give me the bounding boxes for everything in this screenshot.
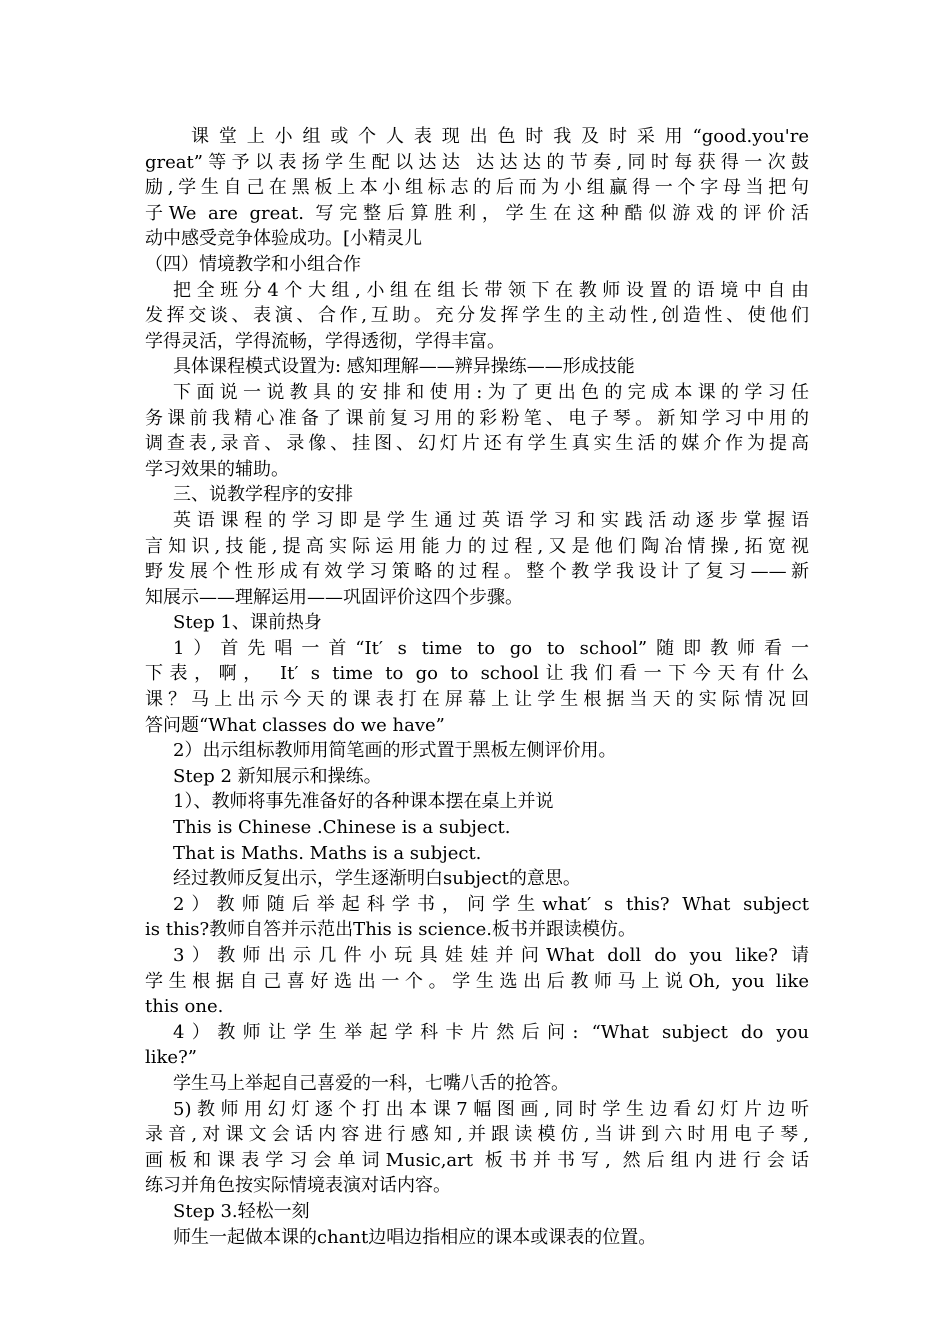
text-line: 2）出示组标教师用简笔画的形式置于黑板左侧评价用。 (173, 740, 617, 762)
text-line: 下表，啊， It′ s time to go to school让我们看一下今天有什么 (145, 663, 809, 685)
text-line: 知展示——理解运用——巩固评价这四个步骤。 (145, 586, 523, 608)
text-line: great”等予以表扬学生配以达达 达达达的节奏,同时每获得一次鼓 (145, 151, 809, 173)
text-line: 画板和课表学习会单词Music,art 板书并书写, 然后组内进行会话 (145, 1149, 809, 1171)
text-line: 2）教师随后举起科学书，问学生what′ s this? What subject (173, 893, 809, 915)
section-heading: （四）情境教学和小组合作 (145, 253, 361, 275)
text-line: 课堂上小组或个人表现出色时我及时采用“good.you're (191, 126, 809, 147)
section-heading: 三、说教学程序的安排 (173, 484, 353, 506)
text-line: 学习效果的辅助。 (145, 458, 289, 480)
text-line: 5)教师用幻灯逐个打出本课7幅图画,同时学生边看幻灯片边听 (173, 1098, 809, 1120)
text-line: 英语课程的学习即是学生通过英语学习和实践活动逐步掌握语 (173, 509, 809, 531)
text-line: is this?教师自答并示范出This is science.板书并跟读模仿。 (145, 919, 636, 941)
text-line: 1）首先唱一首“It′ s time to go to school”随即教师看一 (173, 637, 809, 659)
text-line: 经过教师反复出示，学生逐渐明白subject的意思。 (173, 868, 581, 890)
text-line: 学得灵活，学得流畅，学得透彻，学得丰富。 (145, 330, 505, 352)
text-line: 4）教师让学生举起学科卡片然后问: “What subject do you (173, 1021, 809, 1043)
text-line: 务课前我精心准备了课前复习用的彩粉笔、电子琴。新知学习中用的 (145, 407, 809, 429)
text-line: 3）教师出示几件小玩具娃娃并问What doll do you like? 请 (173, 945, 809, 966)
text-line: 答问题“What classes do we have” (145, 714, 445, 736)
text-line: 课？马上出示今天的课表打在屏幕上让学生根据当天的实际情况回 (145, 689, 809, 711)
text-line: like?” (145, 1047, 197, 1069)
text-line: 学生马上举起自己喜爱的一科，七嘴八舌的抢答。 (173, 1072, 569, 1094)
text-line: 调查表,录音、录像、挂图、幻灯片还有学生真实生活的媒介作为提高 (145, 433, 809, 455)
text-line: 野发展个性形成有效学习策略的过程。整个教学我设计了复习——新 (145, 561, 809, 583)
text-line: 师生一起做本课的chant边唱边指相应的课本或课表的位置。 (173, 1226, 657, 1248)
text-line: 子We are great. 写完整后算胜利，学生在这种酷似游戏的评价活 (145, 202, 809, 224)
step-heading: Step 1、课前热身 (173, 612, 322, 634)
step-heading: Step 2 新知展示和操练。 (173, 765, 382, 787)
text-line: 具体课程模式设置为: 感知理解——辨异操练——形成技能 (173, 356, 635, 378)
text-line: 把全班分4个大组,小组在组长带领下在教师设置的语境中自由 (173, 279, 809, 301)
step-heading: Step 3.轻松一刻 (173, 1200, 310, 1222)
text-line: 发挥交谈、表演、合作,互助。充分发挥学生的主动性,创造性、使他们 (145, 305, 809, 327)
text-line: 励,学生自己在黑板上本小组标志的后而为小组赢得一个字母当把句 (145, 177, 809, 199)
text-line: This is Chinese .Chinese is a subject. (173, 817, 511, 839)
text-line: 练习并角色按实际情境表演对话内容。 (145, 1175, 451, 1197)
text-line: That is Maths. Maths is a subject. (173, 842, 482, 864)
document-body (145, 124, 809, 1250)
text-line: 1）、教师将事先准备好的各种课本摆在桌上并说 (173, 791, 554, 813)
text-line: 录音,对课文会话内容进行感知,并跟读模仿,当讲到六时用电子琴, (145, 1124, 809, 1146)
text-line: 言知识,技能,提高实际运用能力的过程,又是他们陶冶情操,拓宽视 (145, 535, 809, 557)
text-line: 学生根据自己喜好选出一个。学生选出后教师马上说Oh, you like (145, 970, 809, 992)
text-line: this one. (145, 996, 224, 1018)
text-line: 动中感受竞争体验成功。[小精灵儿 (145, 228, 423, 250)
text-line: 下面说一说教具的安排和使用:为了更出色的完成本课的学习任 (173, 381, 809, 403)
